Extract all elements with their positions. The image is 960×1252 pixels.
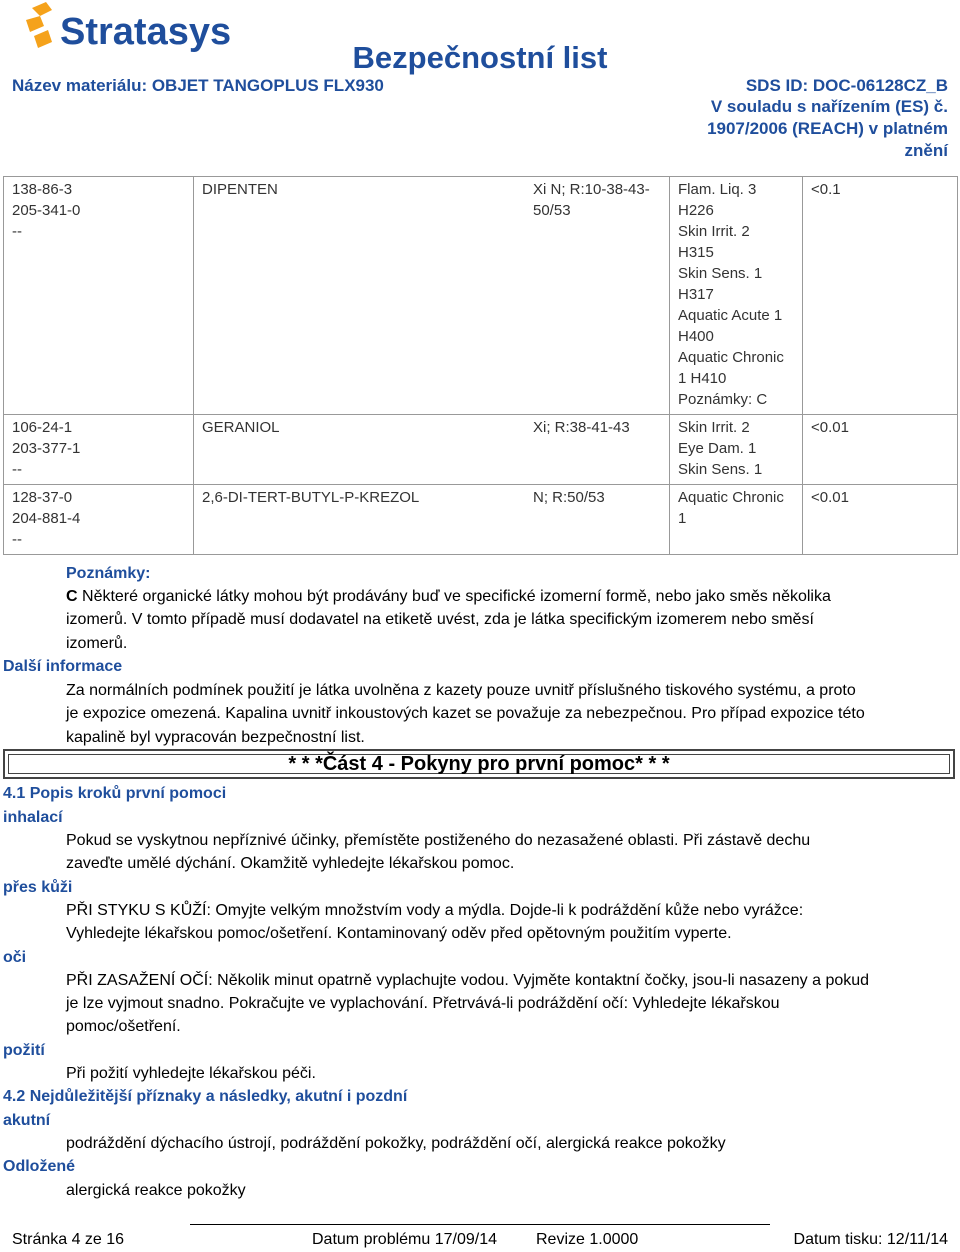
inhalation-label: inhalací bbox=[3, 809, 63, 826]
acute-line-1: podráždění dýchacího ústrojí, podráždění pokožky, podráždění očí, alergická reakce pokožky bbox=[66, 1135, 726, 1152]
ingestion-label: požití bbox=[3, 1042, 45, 1059]
regulation-reference: V souladu s nařízením (ES) č. 1907/2006 (REACH) v platném znění bbox=[707, 97, 948, 160]
further-info-line-1: Za normálních podmínek použití je látka uvolněna z kazety pouze uvnitř příslušného tiskového systému, a proto bbox=[66, 682, 856, 699]
footer-page-number: Stránka 4 ze 16 bbox=[12, 1231, 125, 1248]
component-classification-clp: Skin Irrit. 2 Eye Dam. 1 Skin Sens. 1 bbox=[670, 415, 803, 485]
eyes-label: oči bbox=[3, 949, 27, 966]
eyes-line-2: je lze vyjmout snadno. Pokračujte ve vyplachování. Přetrvává-li podráždění očí: Vyhledejte lékařskou bbox=[66, 995, 780, 1012]
footer-print-date: Datum tisku: 12/11/14 bbox=[793, 1231, 948, 1248]
delayed-line-1: alergická reakce pokožky bbox=[66, 1182, 246, 1199]
footer-issue-date: Datum problému 17/09/14 bbox=[312, 1231, 497, 1248]
component-concentration: <0.01 bbox=[803, 415, 958, 485]
component-classification-clp: Aquatic Chronic 1 bbox=[670, 485, 803, 555]
notes-line-2: izomerů. V tomto případě musí dodavatel na etiketě uvést, zda je látka specifickým izomerem nebo směsí bbox=[66, 611, 814, 628]
inhalation-line-2: zaveďte umělé dýchání. Okamžitě vyhledejte lékařskou pomoc. bbox=[66, 855, 515, 872]
skin-line-1: PŘI STYKU S KŮŽÍ: Omyjte velkým množstvím vody a mýdla. Dojde-li k podráždění kůže nebo vyrážce: bbox=[66, 902, 804, 919]
notes-line-3: izomerů. bbox=[66, 635, 128, 652]
component-classification-clp: Flam. Liq. 3 H226 Skin Irrit. 2 H315 Skin Sens. 1 H317 Aquatic Acute 1 H400 Aquatic Chronic 1 H410 Poznámky: C bbox=[670, 177, 803, 415]
notes-c-label: C bbox=[66, 588, 78, 605]
sds-id: SDS ID: DOC-06128CZ_B bbox=[745, 76, 948, 95]
table-row bbox=[4, 415, 958, 485]
section-4-banner bbox=[3, 749, 955, 779]
component-concentration: <0.1 bbox=[803, 177, 958, 415]
component-classification-old: N; R:50/53 bbox=[525, 485, 670, 555]
subsection-4-1: 4.1 Popis kroků první pomoci bbox=[3, 785, 227, 802]
notes-heading: Poznámky: bbox=[66, 565, 151, 582]
further-info-heading: Další informace bbox=[3, 658, 123, 675]
document-title: Bezpečnostní list bbox=[352, 40, 608, 75]
further-info-line-3: kapalině byl vypracován bezpečnostní list. bbox=[66, 729, 365, 746]
component-classification-old: Xi N; R:10-38-43- 50/53 bbox=[525, 177, 670, 415]
table-row bbox=[4, 485, 958, 555]
section-4-title: * * *Část 4 - Pokyny pro první pomoc* * * bbox=[288, 753, 670, 775]
further-info-line-2: je expozice omezená. Kapalina uvnitř inkoustových kazet se považuje za nebezpečnou. Pro případ expozice této bbox=[66, 705, 865, 722]
delayed-label: Odložené bbox=[3, 1158, 76, 1175]
component-classification-old: Xi; R:38-41-43 bbox=[525, 415, 670, 485]
component-ids: 106-24-1 203-377-1 -- bbox=[4, 415, 194, 485]
subsection-4-2: 4.2 Nejdůležitější příznaky a následky, akutní i pozdní bbox=[3, 1088, 408, 1105]
component-name: DIPENTEN bbox=[194, 177, 526, 415]
skin-label: přes kůži bbox=[3, 879, 73, 896]
footer-divider bbox=[190, 1224, 770, 1225]
inhalation-line-1: Pokud se vyskytnou nepříznivé účinky, přemístěte postiženého do nezasažené oblasti. Při zástavě dechu bbox=[66, 832, 811, 849]
acute-label: akutní bbox=[3, 1112, 51, 1129]
eyes-line-1: PŘI ZASAŽENÍ OČÍ: Několik minut opatrně vyplachujte vodou. Vyjměte kontaktní čočky, jsou-li nasazeny a pokud bbox=[66, 972, 870, 989]
notes-line-1: C Některé organické látky mohou být prodávány buď ve specifické izomerní formě, nebo jako směs několika bbox=[66, 588, 831, 605]
ingestion-line-1: Při požití vyhledejte lékařskou péči. bbox=[66, 1065, 316, 1082]
composition-table bbox=[3, 176, 958, 555]
component-ids: 128-37-0 204-881-4 -- bbox=[4, 485, 194, 555]
skin-line-2: Vyhledejte lékařskou pomoc/ošetření. Kontaminovaný oděv před opětovným použitím vyperte. bbox=[66, 925, 732, 942]
table-row bbox=[4, 177, 958, 415]
component-ids: 138-86-3 205-341-0 -- bbox=[4, 177, 194, 415]
logo-text: Stratasys bbox=[60, 11, 232, 53]
component-name: 2,6-DI-TERT-BUTYL-P-KREZOL bbox=[194, 485, 526, 555]
eyes-line-3: pomoc/ošetření. bbox=[66, 1018, 181, 1035]
component-concentration: <0.01 bbox=[803, 485, 958, 555]
component-name: GERANIOL bbox=[194, 415, 526, 485]
footer-revision: Revize 1.0000 bbox=[536, 1231, 639, 1248]
material-name: Název materiálu: OBJET TANGOPLUS FLX930 bbox=[12, 76, 384, 95]
